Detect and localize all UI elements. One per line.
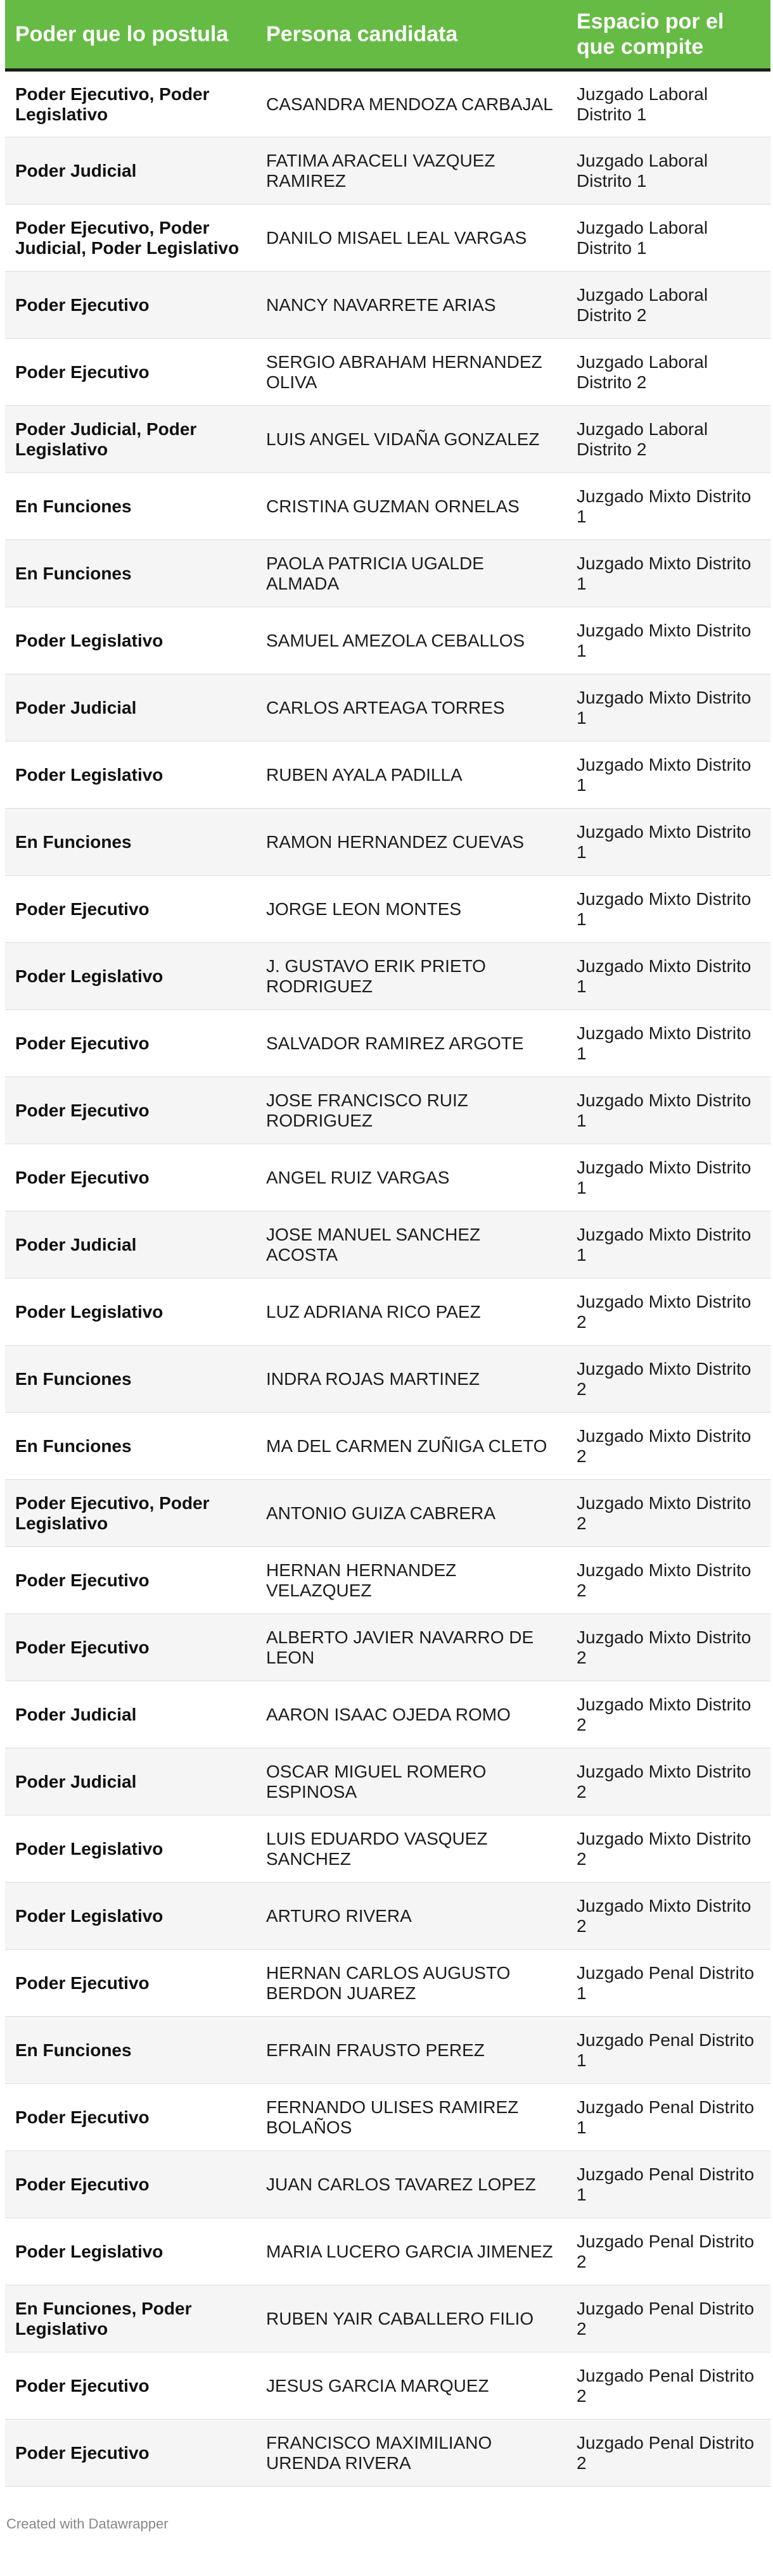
table-row — [5, 2352, 770, 2420]
cell-espacio: Juzgado Mixto Distrito 1 — [566, 1144, 770, 1211]
cell-candidata: RAMON HERNANDEZ CUEVAS — [256, 809, 566, 876]
cell-candidata: DANILO MISAEL LEAL VARGAS — [256, 205, 566, 272]
table-row — [5, 1211, 770, 1279]
cell-candidata: HERNAN CARLOS AUGUSTO BERDON JUAREZ — [256, 1950, 566, 2017]
cell-candidata: FRANCISCO MAXIMILIANO URENDA RIVERA — [256, 2420, 566, 2487]
cell-candidata: CARLOS ARTEAGA TORRES — [256, 674, 566, 742]
table-row — [5, 1815, 770, 1883]
cell-espacio: Juzgado Mixto Distrito 2 — [566, 1748, 770, 1815]
cell-poder: Poder Legislativo — [5, 1883, 256, 1950]
cell-poder: Poder Ejecutivo — [5, 1010, 256, 1077]
cell-espacio: Juzgado Mixto Distrito 2 — [566, 1815, 770, 1883]
table-row — [5, 473, 770, 540]
table-header — [5, 0, 770, 70]
table-row — [5, 1144, 770, 1211]
cell-candidata: AARON ISAAC OJEDA ROMO — [256, 1681, 566, 1748]
cell-candidata: HERNAN HERNANDEZ VELAZQUEZ — [256, 1547, 566, 1614]
cell-poder: Poder Legislativo — [5, 2218, 256, 2285]
cell-candidata: CASANDRA MENDOZA CARBAJAL — [256, 70, 566, 137]
cell-poder: Poder Ejecutivo, Poder Legislativo — [5, 70, 256, 137]
cell-espacio: Juzgado Mixto Distrito 2 — [566, 1547, 770, 1614]
cell-candidata: FERNANDO ULISES RAMIREZ BOLAÑOS — [256, 2084, 566, 2151]
cell-espacio: Juzgado Mixto Distrito 1 — [566, 876, 770, 943]
cell-poder: Poder Ejecutivo — [5, 2420, 256, 2487]
cell-poder: Poder Ejecutivo — [5, 2352, 256, 2420]
table-row — [5, 1681, 770, 1748]
table-row — [5, 1010, 770, 1077]
cell-espacio: Juzgado Penal Distrito 2 — [566, 2218, 770, 2285]
table-row — [5, 1413, 770, 1480]
table-row — [5, 607, 770, 674]
cell-poder: En Funciones — [5, 1346, 256, 1413]
cell-candidata: LUIS EDUARDO VASQUEZ SANCHEZ — [256, 1815, 566, 1883]
column-header-poder[interactable]: Poder que lo postula — [5, 0, 256, 70]
cell-poder: Poder Ejecutivo — [5, 2151, 256, 2218]
cell-poder: Poder Legislativo — [5, 943, 256, 1010]
cell-espacio: Juzgado Mixto Distrito 2 — [566, 1480, 770, 1547]
cell-candidata: NANCY NAVARRETE ARIAS — [256, 272, 566, 339]
table-row — [5, 2218, 770, 2285]
table-row — [5, 674, 770, 742]
cell-poder: Poder Ejecutivo — [5, 339, 256, 406]
table-row — [5, 406, 770, 473]
cell-espacio: Juzgado Laboral Distrito 2 — [566, 272, 770, 339]
cell-espacio: Juzgado Mixto Distrito 1 — [566, 1211, 770, 1279]
cell-espacio: Juzgado Mixto Distrito 1 — [566, 540, 770, 607]
cell-espacio: Juzgado Mixto Distrito 1 — [566, 473, 770, 540]
column-header-espacio[interactable]: Espacio por el que compite — [566, 0, 770, 70]
cell-poder: En Funciones — [5, 809, 256, 876]
cell-poder: Poder Judicial — [5, 137, 256, 205]
cell-poder: En Funciones — [5, 2017, 256, 2084]
cell-espacio: Juzgado Penal Distrito 1 — [566, 2017, 770, 2084]
cell-poder: Poder Ejecutivo — [5, 1077, 256, 1144]
cell-espacio: Juzgado Mixto Distrito 1 — [566, 1077, 770, 1144]
cell-candidata: RUBEN AYALA PADILLA — [256, 742, 566, 809]
table-row — [5, 1077, 770, 1144]
table-row — [5, 2285, 770, 2352]
cell-espacio: Juzgado Laboral Distrito 2 — [566, 406, 770, 473]
cell-poder: Poder Ejecutivo, Poder Legislativo — [5, 1480, 256, 1547]
cell-espacio: Juzgado Mixto Distrito 2 — [566, 1681, 770, 1748]
table-row — [5, 876, 770, 943]
cell-poder: Poder Ejecutivo — [5, 2084, 256, 2151]
table-row — [5, 1748, 770, 1815]
cell-espacio: Juzgado Mixto Distrito 1 — [566, 607, 770, 674]
cell-espacio: Juzgado Penal Distrito 2 — [566, 2420, 770, 2487]
cell-poder: Poder Judicial — [5, 1211, 256, 1279]
cell-espacio: Juzgado Penal Distrito 1 — [566, 1950, 770, 2017]
cell-candidata: OSCAR MIGUEL ROMERO ESPINOSA — [256, 1748, 566, 1815]
cell-espacio: Juzgado Mixto Distrito 1 — [566, 943, 770, 1010]
table-row — [5, 943, 770, 1010]
cell-poder: En Funciones, Poder Legislativo — [5, 2285, 256, 2352]
cell-candidata: PAOLA PATRICIA UGALDE ALMADA — [256, 540, 566, 607]
table-row — [5, 540, 770, 607]
cell-candidata: MA DEL CARMEN ZUÑIGA CLETO — [256, 1413, 566, 1480]
cell-candidata: JOSE FRANCISCO RUIZ RODRIGUEZ — [256, 1077, 566, 1144]
cell-candidata: JORGE LEON MONTES — [256, 876, 566, 943]
datawrapper-table-container — [5, 0, 770, 2532]
cell-espacio: Juzgado Mixto Distrito 1 — [566, 1010, 770, 1077]
table-row — [5, 2151, 770, 2218]
cell-candidata: LUZ ADRIANA RICO PAEZ — [256, 1279, 566, 1346]
cell-espacio: Juzgado Penal Distrito 2 — [566, 2285, 770, 2352]
cell-poder: Poder Judicial, Poder Legislativo — [5, 406, 256, 473]
header-row — [5, 0, 770, 70]
table-row — [5, 339, 770, 406]
cell-poder: Poder Legislativo — [5, 1815, 256, 1883]
cell-poder: Poder Ejecutivo — [5, 1950, 256, 2017]
cell-espacio: Juzgado Mixto Distrito 2 — [566, 1413, 770, 1480]
table-row — [5, 137, 770, 205]
table-row — [5, 272, 770, 339]
cell-espacio: Juzgado Laboral Distrito 2 — [566, 339, 770, 406]
cell-espacio: Juzgado Mixto Distrito 2 — [566, 1279, 770, 1346]
cell-espacio: Juzgado Mixto Distrito 1 — [566, 742, 770, 809]
cell-espacio: Juzgado Mixto Distrito 1 — [566, 809, 770, 876]
cell-poder: Poder Legislativo — [5, 1279, 256, 1346]
table-row — [5, 1346, 770, 1413]
cell-candidata: JOSE MANUEL SANCHEZ ACOSTA — [256, 1211, 566, 1279]
table-row — [5, 205, 770, 272]
table-row — [5, 742, 770, 809]
cell-candidata: MARIA LUCERO GARCIA JIMENEZ — [256, 2218, 566, 2285]
table-row — [5, 1279, 770, 1346]
table-row — [5, 1480, 770, 1547]
cell-poder: Poder Legislativo — [5, 742, 256, 809]
table-row — [5, 1883, 770, 1950]
cell-poder: Poder Judicial — [5, 1681, 256, 1748]
cell-candidata: SAMUEL AMEZOLA CEBALLOS — [256, 607, 566, 674]
cell-espacio: Juzgado Penal Distrito 1 — [566, 2084, 770, 2151]
cell-candidata: SALVADOR RAMIREZ ARGOTE — [256, 1010, 566, 1077]
cell-poder: Poder Ejecutivo — [5, 1547, 256, 1614]
cell-poder: En Funciones — [5, 540, 256, 607]
cell-candidata: CRISTINA GUZMAN ORNELAS — [256, 473, 566, 540]
cell-poder: Poder Ejecutivo — [5, 1144, 256, 1211]
cell-candidata: JUAN CARLOS TAVAREZ LOPEZ — [256, 2151, 566, 2218]
cell-poder: Poder Ejecutivo — [5, 876, 256, 943]
cell-candidata: FATIMA ARACELI VAZQUEZ RAMIREZ — [256, 137, 566, 205]
cell-candidata: ALBERTO JAVIER NAVARRO DE LEON — [256, 1614, 566, 1681]
cell-poder: Poder Legislativo — [5, 607, 256, 674]
cell-candidata: J. GUSTAVO ERIK PRIETO RODRIGUEZ — [256, 943, 566, 1010]
table-body — [5, 70, 770, 2487]
table-row — [5, 2017, 770, 2084]
table-row — [5, 2084, 770, 2151]
table-row — [5, 1614, 770, 1681]
cell-candidata: ANGEL RUIZ VARGAS — [256, 1144, 566, 1211]
cell-candidata: LUIS ANGEL VIDAÑA GONZALEZ — [256, 406, 566, 473]
cell-poder: Poder Ejecutivo, Poder Judicial, Poder Legislativo — [5, 205, 256, 272]
cell-poder: Poder Judicial — [5, 674, 256, 742]
cell-espacio: Juzgado Mixto Distrito 2 — [566, 1346, 770, 1413]
cell-poder: Poder Judicial — [5, 1748, 256, 1815]
table-row — [5, 809, 770, 876]
cell-espacio: Juzgado Mixto Distrito 2 — [566, 1614, 770, 1681]
table-row — [5, 1547, 770, 1614]
table-row — [5, 70, 770, 137]
cell-espacio: Juzgado Laboral Distrito 1 — [566, 70, 770, 137]
candidates-table — [5, 0, 770, 2487]
cell-espacio: Juzgado Laboral Distrito 1 — [566, 205, 770, 272]
cell-candidata: ARTURO RIVERA — [256, 1883, 566, 1950]
column-header-candidata[interactable]: Persona candidata — [256, 0, 566, 70]
cell-candidata: RUBEN YAIR CABALLERO FILIO — [256, 2285, 566, 2352]
cell-espacio: Juzgado Laboral Distrito 1 — [566, 137, 770, 205]
table-row — [5, 2420, 770, 2487]
cell-candidata: SERGIO ABRAHAM HERNANDEZ OLIVA — [256, 339, 566, 406]
datawrapper-credit[interactable]: Created with Datawrapper — [6, 2516, 169, 2532]
table-row — [5, 1950, 770, 2017]
cell-espacio: Juzgado Penal Distrito 1 — [566, 2151, 770, 2218]
cell-espacio: Juzgado Mixto Distrito 1 — [566, 674, 770, 742]
cell-candidata: EFRAIN FRAUSTO PEREZ — [256, 2017, 566, 2084]
cell-poder: En Funciones — [5, 473, 256, 540]
cell-candidata: INDRA ROJAS MARTINEZ — [256, 1346, 566, 1413]
cell-candidata: JESUS GARCIA MARQUEZ — [256, 2352, 566, 2420]
cell-poder: En Funciones — [5, 1413, 256, 1480]
cell-espacio: Juzgado Penal Distrito 2 — [566, 2352, 770, 2420]
cell-candidata: ANTONIO GUIZA CABRERA — [256, 1480, 566, 1547]
cell-poder: Poder Ejecutivo — [5, 272, 256, 339]
cell-poder: Poder Ejecutivo — [5, 1614, 256, 1681]
cell-espacio: Juzgado Mixto Distrito 2 — [566, 1883, 770, 1950]
